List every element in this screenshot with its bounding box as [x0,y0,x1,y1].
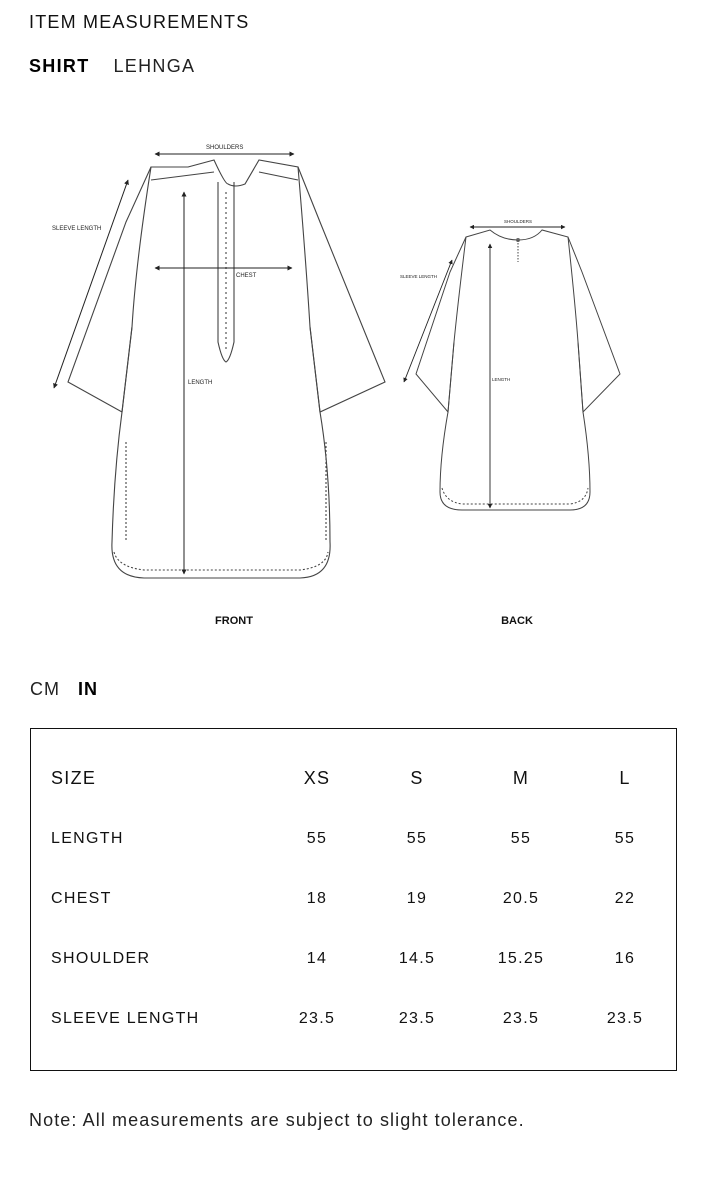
table-cell: 23.5 [606,1010,644,1027]
front-length-label: LENGTH [188,380,213,386]
size-table-container [30,728,677,1071]
size-header-m: M [512,767,530,788]
size-header-xs: XS [303,767,331,788]
tab-lehnga[interactable]: LEHNGA [113,56,196,76]
row-label-shoulder: SHOULDER [51,950,151,967]
table-cell: 23.5 [298,1010,336,1027]
table-cell: 23.5 [502,1010,540,1027]
table-cell: 18 [306,890,328,907]
front-chest-label: CHEST [236,273,257,279]
back-garment-drawing [416,230,620,510]
back-length-label: LENGTH [492,377,511,382]
table-row [51,929,675,989]
table-cell: 20.5 [502,890,540,907]
front-caption: FRONT [215,615,253,627]
table-cell: 55 [306,830,328,847]
unit-tab-cm[interactable]: CM [30,679,60,699]
page-title: ITEM MEASUREMENTS [29,12,250,32]
table-cell: 16 [614,950,636,967]
size-header-s: S [410,767,424,788]
tolerance-note: Note: All measurements are subject to slight tolerance. [29,1110,525,1130]
measurement-diagram [30,112,670,640]
table-cell: 14 [306,950,328,967]
table-cell: 55 [510,830,532,847]
table-cell: 22 [614,890,636,907]
table-header-row [51,747,675,809]
unit-tab-in[interactable]: IN [78,679,98,699]
table-row [51,989,675,1049]
table-cell: 55 [406,830,428,847]
size-table [51,747,675,1049]
size-column-header: SIZE [51,767,97,788]
table-cell: 55 [614,830,636,847]
table-cell: 15.25 [497,950,545,967]
front-shoulders-label: SHOULDERS [206,145,244,151]
back-shoulders-label: SHOULDERS [504,219,533,224]
product-tabs [29,56,195,77]
table-cell: 19 [406,890,428,907]
front-sleeve-length-label: SLEEVE LENGTH [52,226,102,232]
row-label-length: LENGTH [51,830,124,847]
table-row [51,869,675,929]
back-sleeve-length-label: SLEEVE LENGTH [400,274,438,279]
table-cell: 14.5 [398,950,436,967]
back-caption: BACK [501,615,533,627]
row-label-sleeve-length: SLEEVE LENGTH [51,1010,200,1027]
table-row [51,809,675,869]
size-header-l: L [619,767,631,788]
row-label-chest: CHEST [51,890,112,907]
front-garment-drawing [68,160,385,578]
unit-tabs [30,679,98,700]
tab-shirt[interactable]: SHIRT [29,56,90,76]
table-cell: 23.5 [398,1010,436,1027]
